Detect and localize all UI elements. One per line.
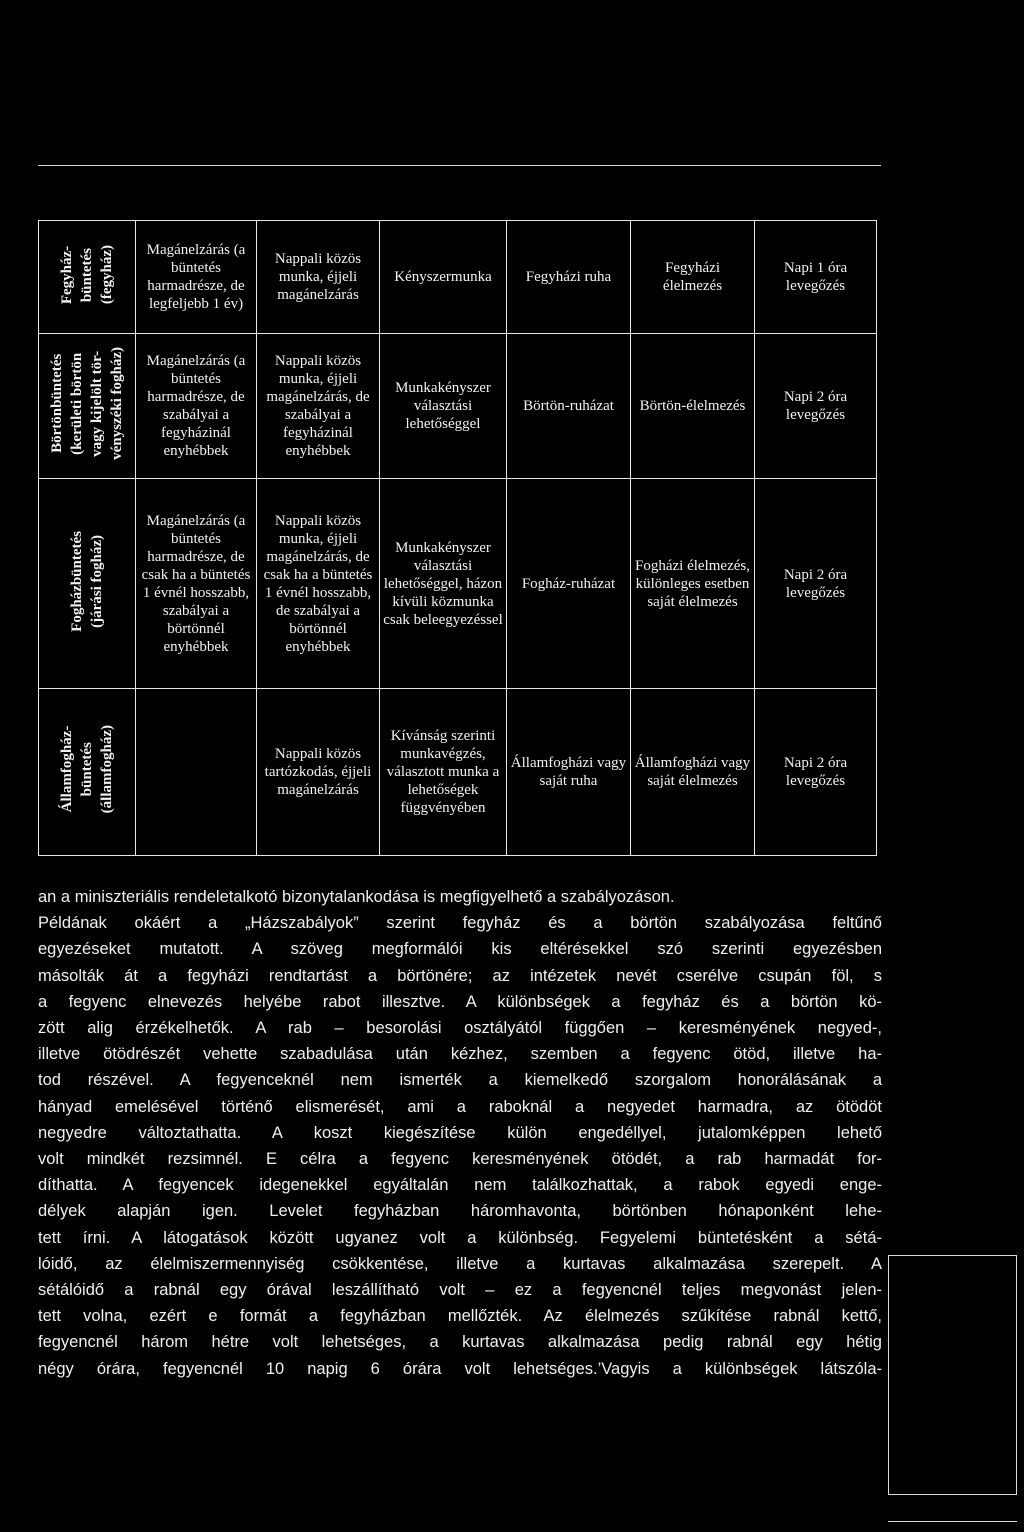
text-line: sétálóidő a rabnál egy órával leszállítható volt – ez a fegyencnél teljes megvonást jelen- bbox=[38, 1281, 882, 1300]
margin-box bbox=[888, 1255, 1017, 1495]
row-header-label: Börtönbüntetés (kerületi börtön vagy kijelölt tör- vényszéki fogház) bbox=[49, 347, 125, 460]
walk-cell: Napi 2 óra levegőzés bbox=[755, 479, 877, 689]
margin-rule bbox=[888, 1521, 1017, 1522]
food-cell: Fegyházi élelmezés bbox=[631, 221, 755, 334]
text-line: an a miniszteriális rendeletalkotó bizonytalankodása is megfigyelhető a szabályozáson. bbox=[38, 888, 675, 906]
food-cell: Börtön-élelmezés bbox=[631, 334, 755, 479]
text-line: a fegyenc elnevezés helyébe rabot illesztve. A különbségek a fegyház és a börtön kö- bbox=[38, 992, 882, 1011]
text-line: fegyencnél három hétre volt lehetséges, a kurtavas alkalmazása pedig rabnál egy hétig bbox=[38, 1333, 882, 1352]
text-line: tett írni. A látogatások között ugyanez volt a különbség. Fegyelemi büntetésként a sétá- bbox=[38, 1228, 882, 1247]
table-row bbox=[39, 479, 877, 689]
clothing-cell: Fegyházi ruha bbox=[507, 221, 631, 334]
row-header-cell bbox=[39, 221, 136, 334]
table-row bbox=[39, 689, 877, 856]
text-line: tett volna, ezért e formát a fegyházban mellőzték. Az élelmezés szűkítése rabnál kettő, bbox=[38, 1307, 882, 1326]
row-header-cell bbox=[39, 689, 136, 856]
clothing-cell: Államfogházi vagy saját ruha bbox=[507, 689, 631, 856]
row-header-cell bbox=[39, 479, 136, 689]
regime-cell: Nappali közös munka, éjjeli magánelzárás, de szabályai a fegyházinál enyhébbek bbox=[257, 334, 380, 479]
text-line: másolták át a fegyházi rendtartást a börtönére; az intézetek nevét cserélve csupán föl, s bbox=[38, 966, 882, 985]
isolation-cell: Magánelzárás (a büntetés harmadrésze, de szabályai a fegyházinál enyhébbek bbox=[136, 334, 257, 479]
text-line: volt mindkét rezsimnél. E célra a fegyenc keresményének ötödét, a rab harmadát for- bbox=[38, 1150, 882, 1169]
regime-cell: Nappali közös tartózkodás, éjjeli magánelzárás bbox=[257, 689, 380, 856]
row-header-label: Fogházbüntetés (járási fogház) bbox=[69, 530, 105, 632]
text-line: hányad emelésével történő elismerését, ami a raboknál a negyedet harmadra, az ötödöt bbox=[38, 1097, 882, 1116]
body-paragraph bbox=[38, 884, 882, 1382]
food-cell: Államfogházi vagy saját élelmezés bbox=[631, 689, 755, 856]
text-line: Példának okáért a „Házszabályok” szerint fegyház és a börtön szabályozása feltűnő bbox=[38, 914, 882, 933]
isolation-cell: Magánelzárás (a büntetés harmadrésze, de legfeljebb 1 év) bbox=[136, 221, 257, 334]
row-header-cell bbox=[39, 334, 136, 479]
text-line: illetve ötödrészét vehette szabadulása után kézhez, szemben a fegyenc ötöd, illetve ha- bbox=[38, 1045, 882, 1064]
sentence-types-table bbox=[38, 220, 877, 856]
table-row bbox=[39, 221, 877, 334]
food-cell: Fogházi élelmezés, különleges esetben saját élelmezés bbox=[631, 479, 755, 689]
text-line: lóidő, az élelmiszermennyiség csökkentése, illetve a kurtavas alkalmazása szerepelt. A bbox=[38, 1254, 882, 1273]
regime-cell: Nappali közös munka, éjjeli magánelzárás, de csak ha a büntetés 1 évnél hosszabb, de szabályai a börtönnél enyhébbek bbox=[257, 479, 380, 689]
walk-cell: Napi 2 óra levegőzés bbox=[755, 689, 877, 856]
text-line: délyek alapján igen. Levelet fegyházban háromhavonta, börtönben hónaponként lehe- bbox=[38, 1202, 882, 1221]
regime-cell: Nappali közös munka, éjjeli magánelzárás bbox=[257, 221, 380, 334]
row-header-label: Államfogház- büntetés (államfogház) bbox=[59, 725, 115, 814]
work-cell: Munkakényszer választási lehetőséggel bbox=[380, 334, 507, 479]
clothing-cell: Börtön-ruházat bbox=[507, 334, 631, 479]
text-line: négy órára, fegyencnél 10 napig 6 órára volt lehetséges.’Vagyis a különbségek látszóla- bbox=[38, 1359, 882, 1378]
table-row bbox=[39, 334, 877, 479]
walk-cell: Napi 2 óra levegőzés bbox=[755, 334, 877, 479]
row-header-label: Fegyház- büntetés (fegyház) bbox=[59, 244, 115, 305]
top-rule bbox=[38, 165, 881, 166]
text-line: díthatta. A fegyencek idegenekkel egyáltalán nem találkozhattak, a rabok egyedi enge- bbox=[38, 1176, 882, 1195]
work-cell: Kényszermunka bbox=[380, 221, 507, 334]
work-cell: Kívánság szerinti munkavégzés, választott munka a lehetőségek függvényében bbox=[380, 689, 507, 856]
isolation-cell bbox=[136, 689, 257, 856]
clothing-cell: Fogház-ruházat bbox=[507, 479, 631, 689]
text-line: negyedre változtathatta. A koszt kiegészítése külön engedéllyel, jutalomképpen lehető bbox=[38, 1123, 882, 1142]
text-line: zött alig érzékelhetők. A rab – besorolási osztályától függően – keresményének negyed-, bbox=[38, 1019, 882, 1038]
text-line: tod részével. A fegyenceknél nem ismerték a kiemelkedő szorgalom honorálásának a bbox=[38, 1071, 882, 1090]
text-line: egyezéseket mutatott. A szöveg megformálói kis eltérésekkel szó szerinti egyezésben bbox=[38, 940, 882, 959]
isolation-cell: Magánelzárás (a büntetés harmadrésze, de csak ha a büntetés 1 évnél hosszabb, szabályai a börtönnél enyhébbek bbox=[136, 479, 257, 689]
walk-cell: Napi 1 óra levegőzés bbox=[755, 221, 877, 334]
work-cell: Munkakényszer választási lehetőséggel, házon kívüli közmunka csak beleegyezéssel bbox=[380, 479, 507, 689]
